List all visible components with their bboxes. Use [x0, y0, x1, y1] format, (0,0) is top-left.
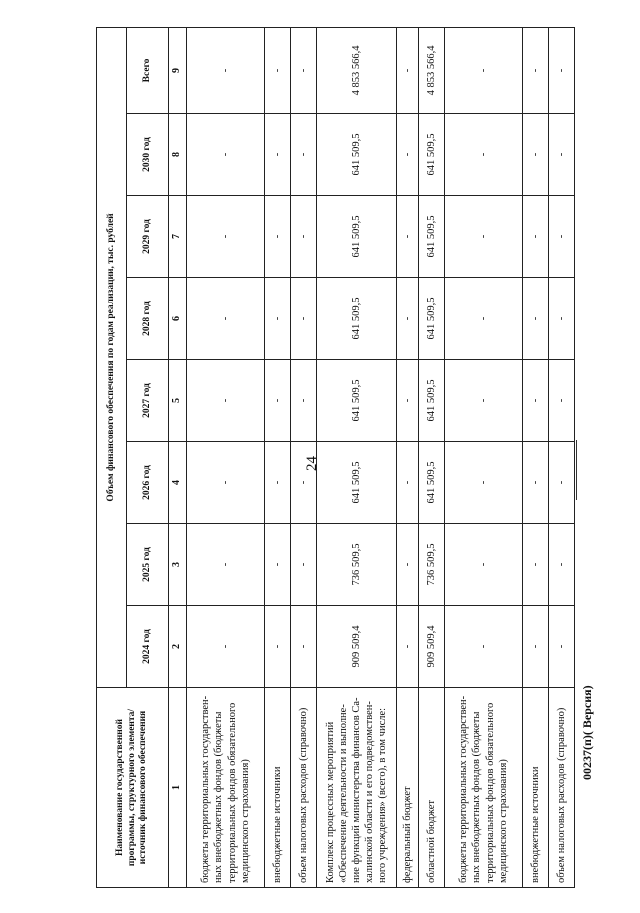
row-year-value: - — [549, 360, 575, 442]
row-total-value: - — [265, 27, 291, 113]
row-year-value: - — [291, 278, 317, 360]
row-year-value: - — [397, 606, 419, 688]
row-year-value: - — [549, 114, 575, 196]
row-year-value: 641 509,5 — [317, 278, 397, 360]
year-header: 2024 год — [127, 606, 169, 688]
row-total-value: 4 853 566,4 — [317, 27, 397, 113]
header-row-1 — [97, 27, 127, 887]
column-number: 7 — [169, 196, 187, 278]
separator-line — [576, 440, 577, 500]
column-number: 8 — [169, 114, 187, 196]
row-year-value: - — [291, 442, 317, 524]
row-year-value: - — [187, 442, 265, 524]
row-name: федеральный бюджет — [397, 688, 419, 888]
row-year-value: - — [445, 278, 523, 360]
row-year-value: - — [445, 524, 523, 606]
year-header: 2028 год — [127, 278, 169, 360]
row-year-value: - — [523, 114, 549, 196]
row-year-value: 909 509,4 — [419, 606, 445, 688]
row-year-value: - — [187, 524, 265, 606]
row-name: внебюджетные источники — [265, 688, 291, 888]
column-number: 6 — [169, 278, 187, 360]
column-number: 5 — [169, 360, 187, 442]
row-year-value: 641 509,5 — [419, 278, 445, 360]
row-total-value: - — [397, 27, 419, 113]
row-year-value: - — [265, 278, 291, 360]
row-year-value: 736 509,5 — [317, 524, 397, 606]
column-number: 2 — [169, 606, 187, 688]
column-number: 3 — [169, 524, 187, 606]
row-year-value: - — [549, 196, 575, 278]
row-year-value: 641 509,5 — [419, 114, 445, 196]
row-year-value: - — [291, 606, 317, 688]
row-year-value: - — [397, 360, 419, 442]
row-year-value: - — [445, 360, 523, 442]
row-year-value: - — [549, 278, 575, 360]
row-year-value: 641 509,5 — [317, 442, 397, 524]
row-name: бюджеты территориальных государствен-ных внебюджетных фондов (бюджеты территориальных фондов обязательного медицинского страхования) — [187, 688, 265, 888]
financing-table-rotated — [96, 28, 567, 888]
row-year-value: - — [445, 196, 523, 278]
column-number-row — [169, 27, 187, 887]
row-year-value: - — [523, 442, 549, 524]
table-row — [291, 27, 317, 887]
row-year-value: - — [397, 524, 419, 606]
column-number: 1 — [169, 688, 187, 888]
row-year-value: - — [265, 442, 291, 524]
column-number: 4 — [169, 442, 187, 524]
row-year-value: - — [187, 606, 265, 688]
row-year-value: - — [291, 196, 317, 278]
row-year-value: - — [397, 442, 419, 524]
row-total-value: - — [187, 27, 265, 113]
total-header: Всего — [127, 27, 169, 113]
row-name: областной бюджет — [419, 688, 445, 888]
row-year-value: - — [445, 114, 523, 196]
row-name: бюджеты территориальных государствен-ных внебюджетных фондов (бюджеты территориальных фондов обязательного медицинского страхования) — [445, 688, 523, 888]
table-body — [187, 27, 575, 887]
row-year-value: - — [265, 114, 291, 196]
row-total-value: - — [291, 27, 317, 113]
row-year-value: - — [523, 524, 549, 606]
row-year-value: - — [291, 524, 317, 606]
row-year-value: - — [397, 278, 419, 360]
financing-table — [96, 27, 575, 888]
table-row — [523, 27, 549, 887]
row-total-value: 4 853 566,4 — [419, 27, 445, 113]
row-total-value: - — [523, 27, 549, 113]
name-column-header: Наименование государственной программы, структурного элемента/источник финансового обеспечения — [97, 688, 169, 888]
row-year-value: - — [187, 196, 265, 278]
row-year-value: 909 509,4 — [317, 606, 397, 688]
row-year-value: 736 509,5 — [419, 524, 445, 606]
page-number: 24 — [304, 456, 320, 471]
row-year-value: - — [265, 196, 291, 278]
row-year-value: 641 509,5 — [419, 360, 445, 442]
row-name: объем налоговых расходов (справочно) — [549, 688, 575, 888]
volume-column-header: Объем финансового обеспечения по годам реализации, тыс. рублей — [97, 27, 127, 687]
row-name: Комплекс процессных мероприятий «Обеспечение деятельности и выполне-ние функций министерства финансов Са-халинской области и его подведомствен-ного учреждения» (всего), в том числе: — [317, 688, 397, 888]
row-year-value: - — [523, 278, 549, 360]
table-row — [187, 27, 265, 887]
row-year-value: - — [523, 360, 549, 442]
table-row — [549, 27, 575, 887]
row-total-value: - — [549, 27, 575, 113]
row-year-value: - — [291, 114, 317, 196]
financing-table-container — [96, 28, 567, 888]
table-row — [445, 27, 523, 887]
row-year-value: - — [265, 524, 291, 606]
year-header: 2029 год — [127, 196, 169, 278]
row-year-value: 641 509,5 — [419, 196, 445, 278]
row-year-value: - — [187, 278, 265, 360]
row-year-value: - — [397, 196, 419, 278]
column-number: 9 — [169, 27, 187, 113]
row-year-value: - — [549, 524, 575, 606]
year-header: 2025 год — [127, 524, 169, 606]
year-header: 2026 год — [127, 442, 169, 524]
table-row — [397, 27, 419, 887]
row-year-value: - — [523, 196, 549, 278]
row-year-value: 641 509,5 — [317, 360, 397, 442]
row-year-value: - — [291, 360, 317, 442]
year-header: 2030 год — [127, 114, 169, 196]
row-year-value: - — [523, 606, 549, 688]
row-total-value: - — [445, 27, 523, 113]
year-header: 2027 год — [127, 360, 169, 442]
row-year-value: - — [445, 606, 523, 688]
row-year-value: - — [549, 442, 575, 524]
row-year-value: - — [549, 606, 575, 688]
row-year-value: 641 509,5 — [317, 196, 397, 278]
row-year-value: - — [445, 442, 523, 524]
row-year-value: - — [265, 360, 291, 442]
table-row — [317, 27, 397, 887]
row-name: внебюджетные источники — [523, 688, 549, 888]
row-year-value: - — [397, 114, 419, 196]
row-name: объем налоговых расходов (справочно) — [291, 688, 317, 888]
row-year-value: - — [265, 606, 291, 688]
row-year-value: - — [187, 114, 265, 196]
footer-version: 00237(п)( Версия) — [580, 685, 594, 780]
row-year-value: - — [187, 360, 265, 442]
row-year-value: 641 509,5 — [419, 442, 445, 524]
table-row — [419, 27, 445, 887]
row-year-value: 641 509,5 — [317, 114, 397, 196]
table-row — [265, 27, 291, 887]
